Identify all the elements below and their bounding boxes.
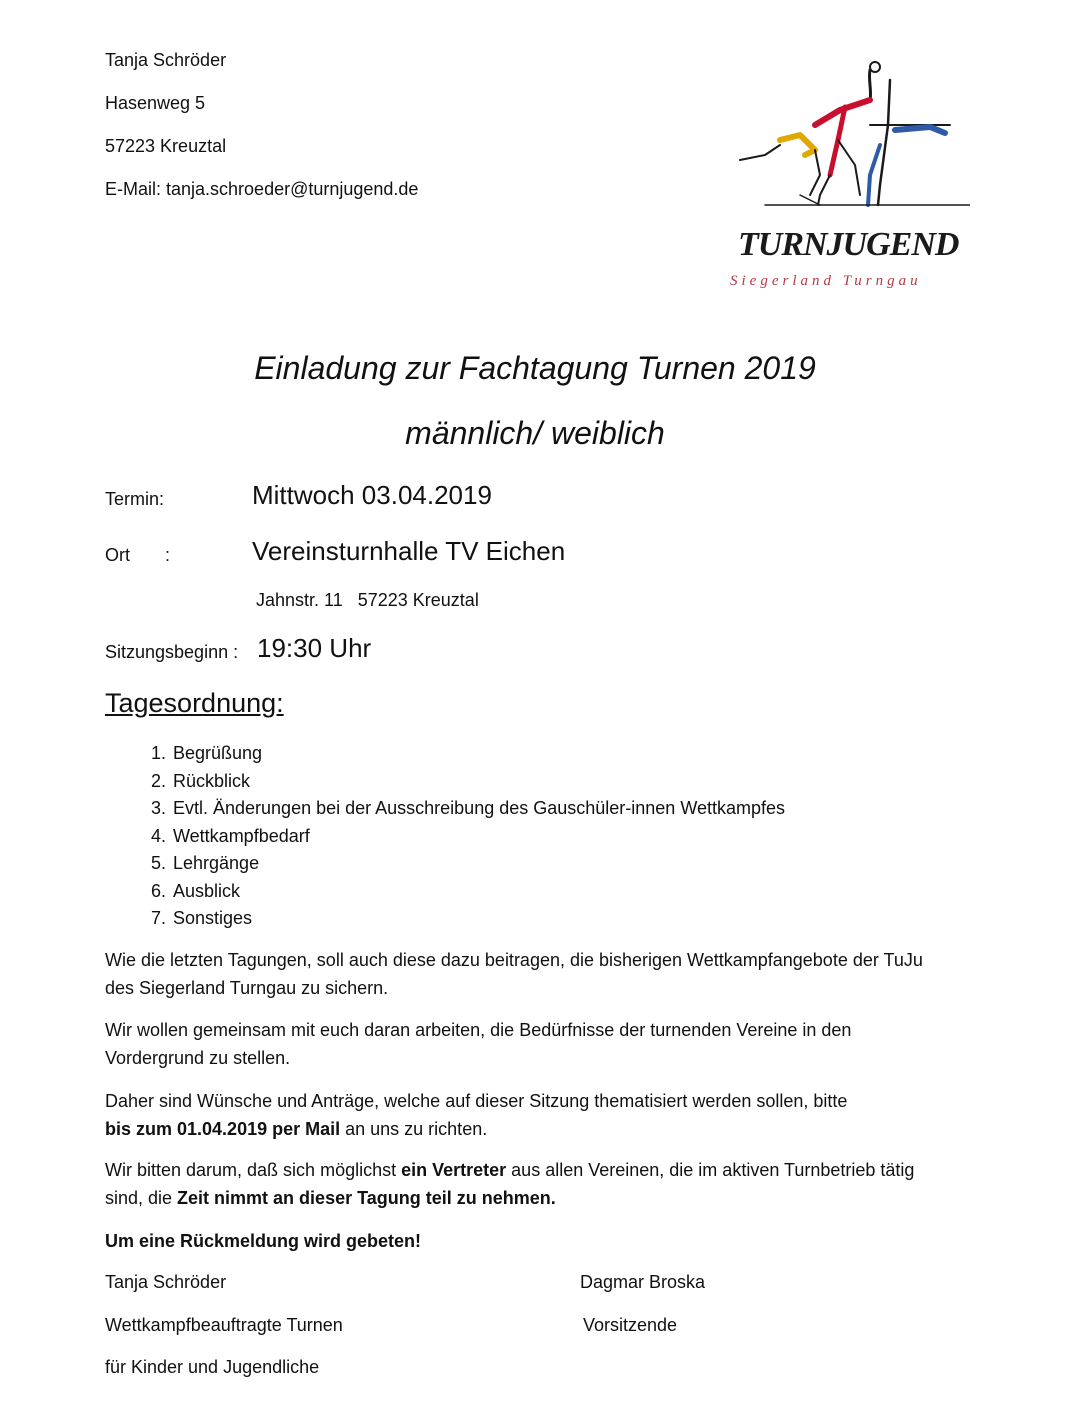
ort-colon: :	[165, 545, 171, 565]
page-subtitle: männlich/ weiblich	[405, 415, 665, 451]
list-item: 3. Evtl. Änderungen bei der Ausschreibung des Gauschüler-innen Wettkampfes	[151, 798, 786, 818]
paragraph-5: Um eine Rückmeldung wird gebeten!	[105, 1231, 422, 1251]
paragraph-4: Wir bitten darum, daß sich möglichst ein Vertreter aus allen Vereinen, die im aktiven Turnbetrieb tätig sind, die Zeit nimmt an dieser Tagung teil zu nehmen.	[105, 1160, 915, 1208]
list-item: 5. Lehrgänge	[151, 853, 260, 873]
signature-right-name: Dagmar Broska	[580, 1272, 706, 1292]
list-item: 6. Ausblick	[151, 880, 241, 901]
list-item: 4. Wettkampfbedarf	[151, 825, 310, 846]
signature-left-name: Tanja Schröder	[105, 1272, 227, 1292]
logo-subline: Siegerland Turngau	[730, 273, 922, 289]
gymnast-figures-icon	[720, 55, 970, 295]
sender-city: 57223 Kreuztal	[105, 136, 227, 156]
agenda-list	[105, 740, 785, 933]
signature-left-role: Wettkampfbeauftragte Turnen	[105, 1315, 343, 1335]
ort-label: Ort	[105, 545, 130, 565]
sender-email: E-Mail: tanja.schroeder@turnjugend.de	[105, 179, 419, 199]
paragraph-2: Wir wollen gemeinsam mit euch daran arbeiten, die Bedürfnisse der turnenden Vereine in den Vordergrund zu stellen.	[105, 1020, 852, 1068]
logo-wordmark: TURNJUGEND	[738, 226, 959, 263]
sender-name: Tanja Schröder	[105, 50, 227, 70]
sender-street: Hasenweg 5	[105, 93, 206, 113]
ort-address: Jahnstr. 11 57223 Kreuztal	[256, 590, 479, 610]
paragraph-1: Wie die letzten Tagungen, soll auch diese dazu beitragen, die bisherigen Wettkampfangebote der TuJu des Siegerland Turngau zu sichern.	[105, 950, 923, 998]
termin-label: Termin:	[105, 489, 165, 509]
paragraph-3: Daher sind Wünsche und Anträge, welche auf dieser Sitzung thematisiert werden sollen, bitte bis zum 01.04.2019 per Mail an uns zu richten.	[105, 1091, 848, 1139]
ort-value: Vereinsturnhalle TV Eichen	[252, 536, 566, 566]
list-item: 7. Sonstiges	[151, 908, 253, 928]
beginn-value: 19:30 Uhr	[257, 633, 372, 663]
agenda-heading: Tagesordnung:	[105, 688, 284, 718]
list-item: 2. Rückblick	[151, 770, 251, 791]
termin-value: Mittwoch 03.04.2019	[252, 480, 492, 510]
list-item: 1. Begrüßung	[151, 743, 263, 763]
turnjugend-logo	[720, 55, 970, 295]
beginn-label: Sitzungsbeginn :	[105, 642, 239, 662]
signature-left-role2: für Kinder und Jugendliche	[105, 1357, 320, 1377]
signature-right-role: Vorsitzende	[583, 1315, 678, 1335]
page-title: Einladung zur Fachtagung Turnen 2019	[254, 350, 816, 386]
